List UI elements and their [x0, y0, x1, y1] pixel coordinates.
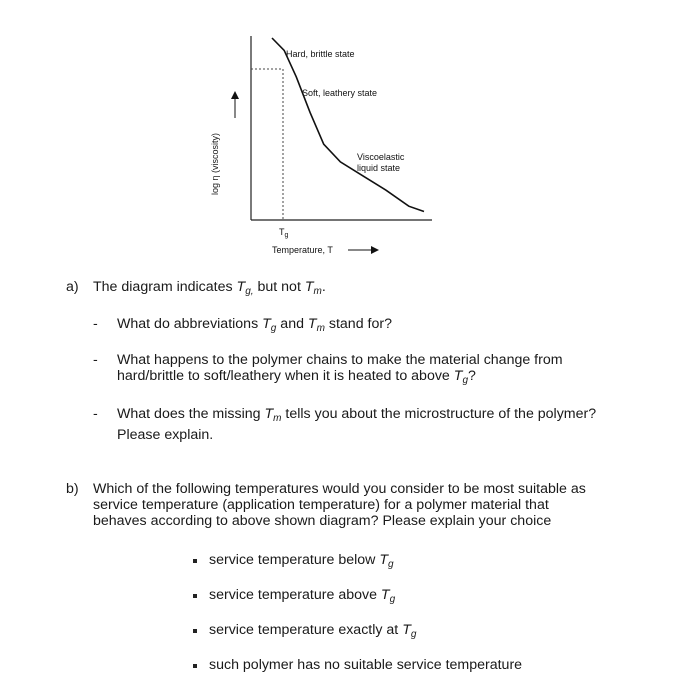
- label-soft-leathery: Soft, leathery state: [302, 88, 378, 98]
- bullet-4: [193, 664, 197, 668]
- question-a-marker: a): [66, 279, 79, 295]
- diagram-svg: [0, 0, 682, 270]
- label-viscosity-axis: log η (viscosity): [210, 132, 220, 195]
- question-a-item-3: What does the missing $T_m$ tells you about the microstructure of the polymer? Please explain.: [117, 406, 597, 443]
- option-exactly-tg: service temperature exactly at $T_g$: [209, 622, 417, 640]
- dash-3: -: [93, 406, 98, 422]
- label-hard-brittle: Hard, brittle state: [286, 49, 355, 59]
- question-a-stem: The diagram indicates $T_{g,}$ but not $T_m$.: [93, 279, 326, 297]
- option-above-tg: service temperature above $T_g$: [209, 587, 396, 605]
- question-a-item-2: What happens to the polymer chains to make the material change from hard/brittle to soft/leathery when it is heated to above $T_g$?: [117, 352, 563, 386]
- option-below-tg: service temperature below $T_g$: [209, 552, 394, 570]
- question-a-item-1: What do abbreviations $T_g$ and $T_m$ stand for?: [117, 316, 392, 334]
- bullet-2: [193, 594, 197, 598]
- label-temperature-axis: Temperature, T: [272, 245, 333, 255]
- question-b-stem: Which of the following temperatures would you consider to be most suitable as service temperature (application temperature) for a polymer material that behaves according to above shown diagram? Please explain your choice: [93, 481, 586, 529]
- label-liquid-state: liquid state: [357, 163, 401, 173]
- option-no-suitable: such polymer has no suitable service temperature: [209, 657, 523, 673]
- bullet-1: [193, 559, 197, 563]
- label-tg: $T_g$: [279, 227, 289, 239]
- bullet-3: [193, 629, 197, 633]
- viscosity-temperature-diagram: [0, 0, 682, 270]
- viscosity-curve: [272, 38, 424, 212]
- dash-1: -: [93, 316, 98, 332]
- question-b-marker: b): [66, 481, 79, 497]
- label-viscoelastic: Viscoelastic: [357, 152, 405, 162]
- dash-2: -: [93, 352, 98, 368]
